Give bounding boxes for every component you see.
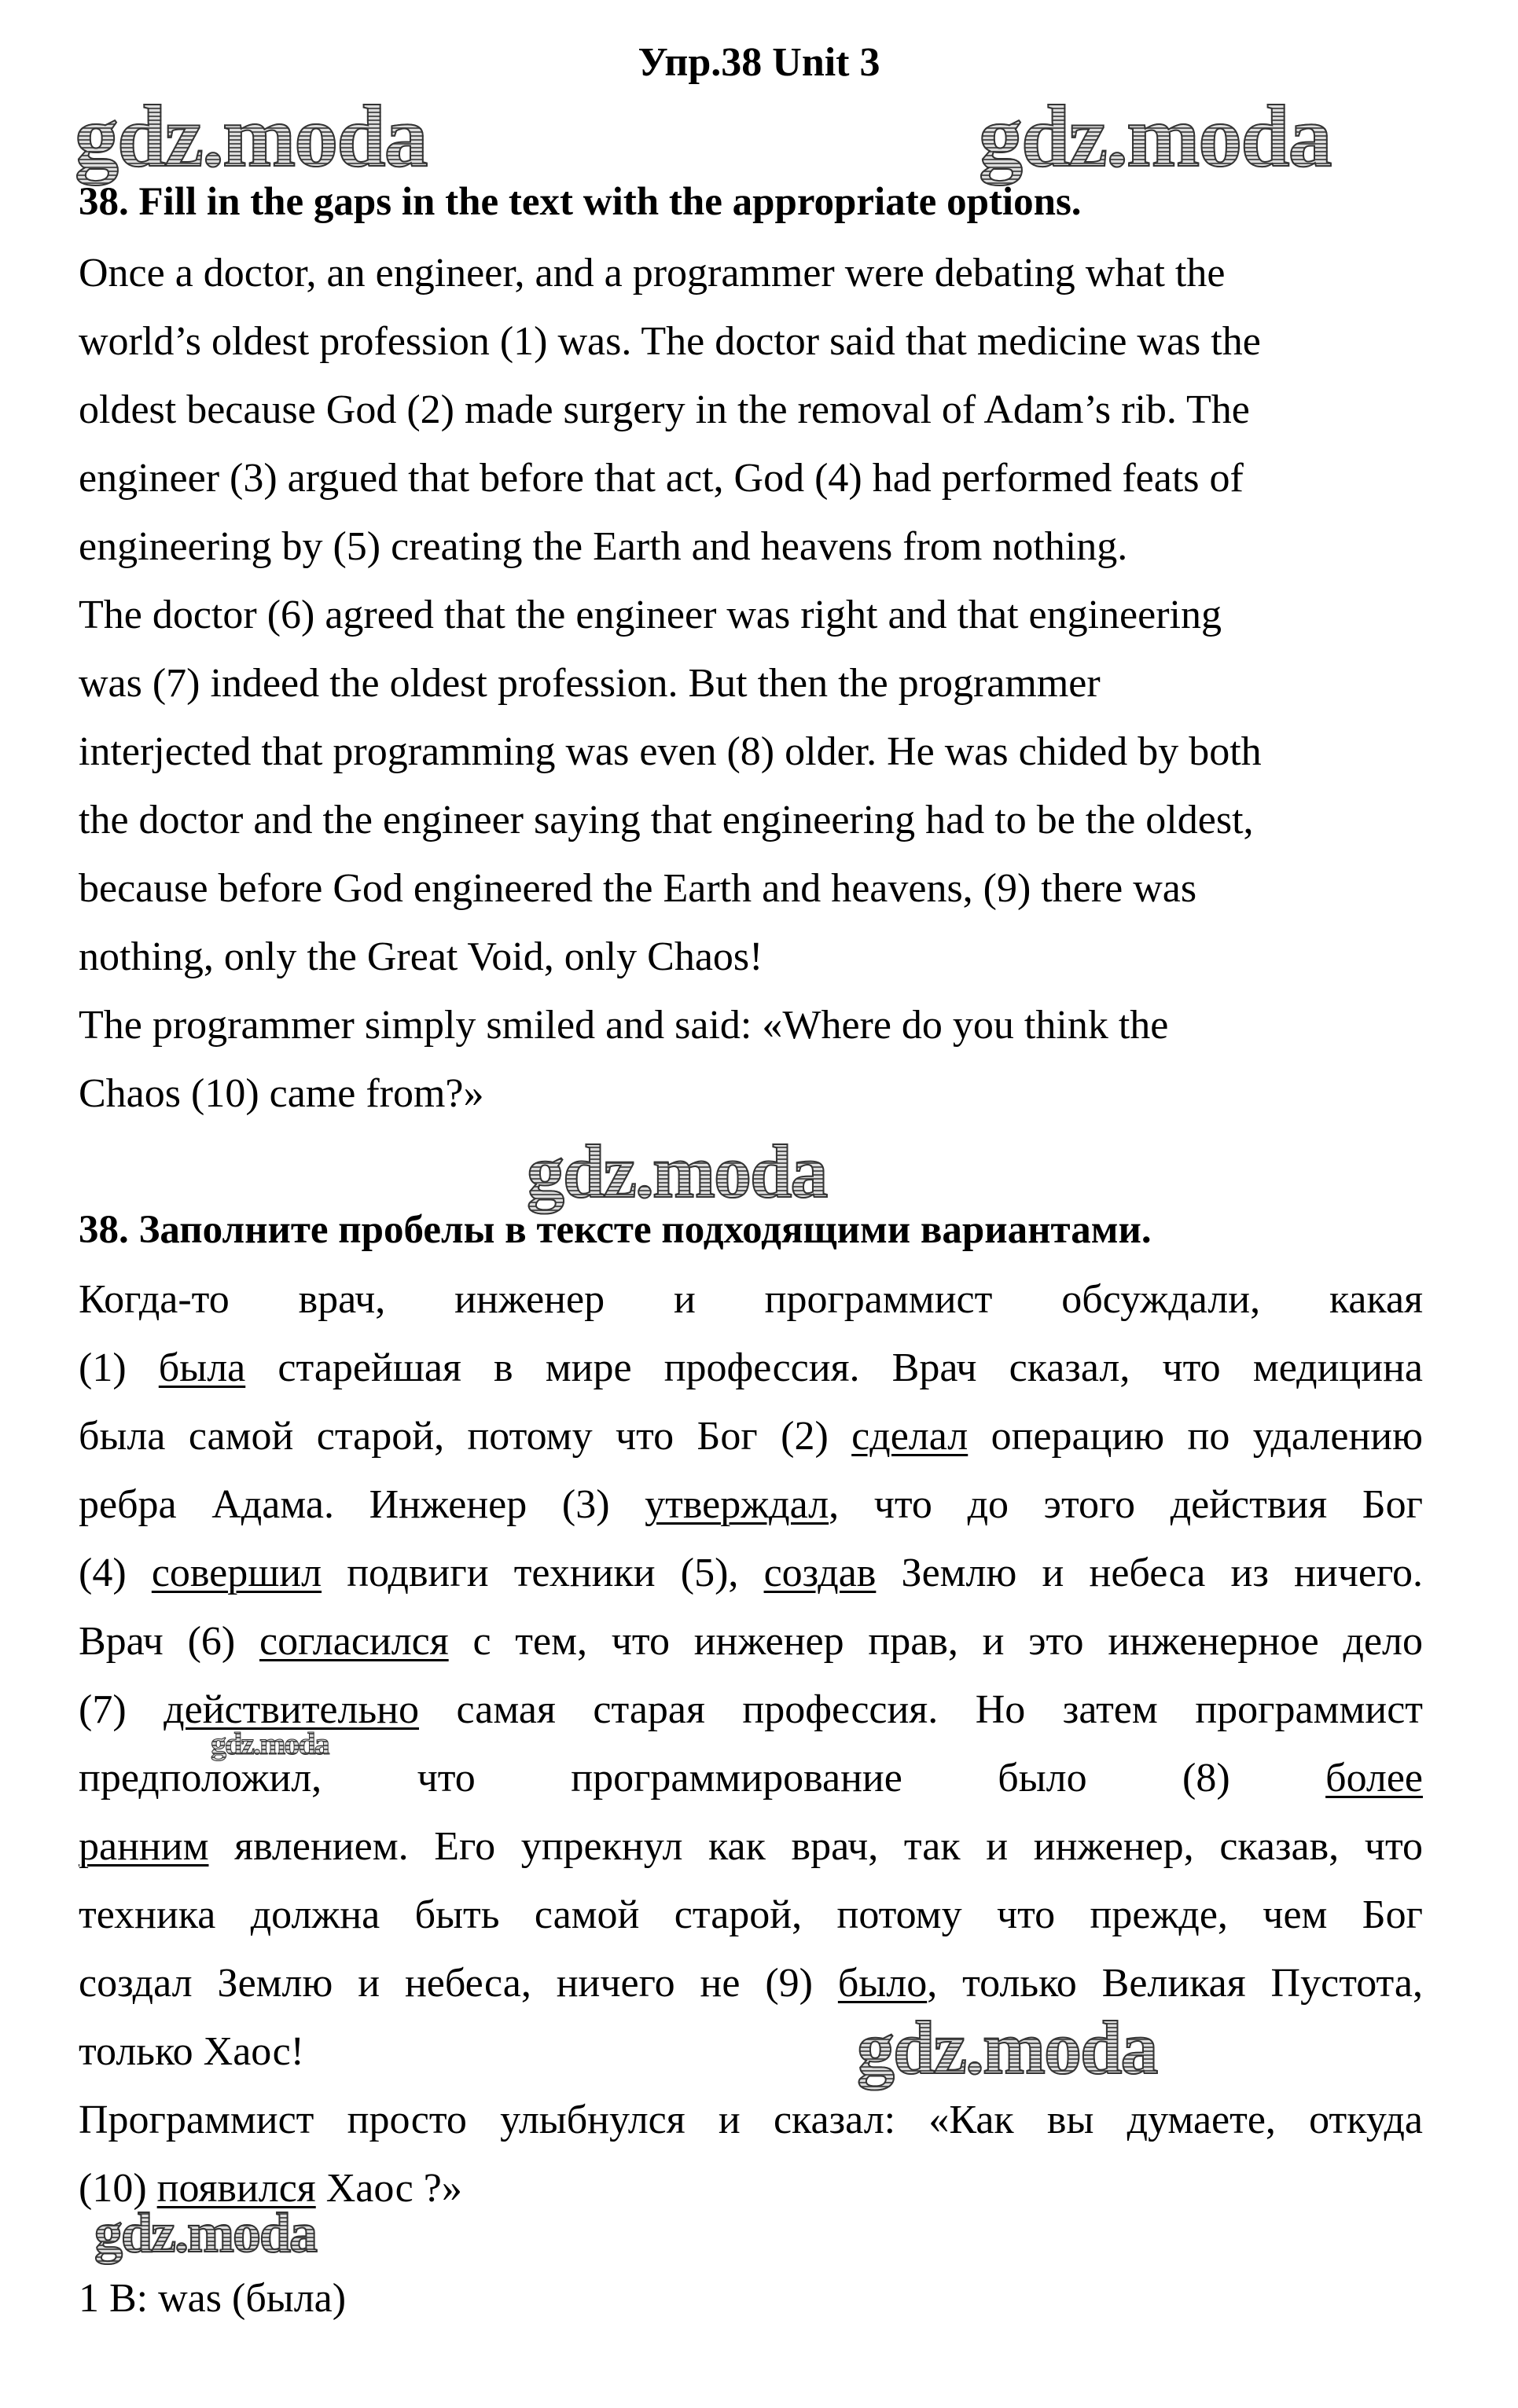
- text-segment: подвиги техники (5),: [322, 1551, 764, 1595]
- answer-word: сделал: [851, 1414, 969, 1459]
- answer-word: согласился: [259, 1619, 449, 1664]
- text-line: The doctor (6) agreed that the engineer was right and that engineering: [79, 593, 1222, 637]
- text-line: [79, 2165, 1423, 2212]
- page-title: Упр.38 Unit 3: [638, 40, 880, 85]
- text-segment: самая старая профессия. Но затем программист: [419, 1687, 1423, 1732]
- text-line: [79, 2097, 1423, 2144]
- text-segment: (10): [79, 2166, 157, 2211]
- answer: 1 B: was (была): [79, 2276, 347, 2321]
- text-segment: предположил, что программирование было (8): [79, 1756, 1326, 1800]
- text-segment: Землю и небеса из ничего.: [876, 1551, 1423, 1595]
- text-segment: ребра Адама. Инженер (3): [79, 1482, 645, 1527]
- text-line: engineering by (5) creating the Earth and heavens from nothing.: [79, 524, 1128, 569]
- text-segment: Когда-то врач, инженер и программист обсуждали, какая: [79, 1277, 1423, 1322]
- text-segment: , только Великая Пустота,: [927, 1961, 1423, 2006]
- answer-word: создав: [763, 1551, 877, 1595]
- russian-heading: 38. Заполните пробелы в тексте подходящими вариантами.: [79, 1208, 1152, 1252]
- watermark: gdz.moda: [857, 2006, 1157, 2090]
- text-segment: (1): [79, 1345, 159, 1390]
- text-segment: старейшая в мире профессия. Врач сказал, что медицина: [245, 1345, 1423, 1390]
- text-line: [79, 1892, 1423, 1939]
- text-line: nothing, only the Great Void, only Chaos!: [79, 934, 763, 979]
- text-segment: была самой старой, потому что Бог (2): [79, 1414, 852, 1459]
- answer-word: более: [1325, 1756, 1423, 1800]
- watermark: gdz.moda: [979, 86, 1331, 188]
- text-segment: операцию по удалению: [968, 1414, 1423, 1459]
- english-heading: 38. Fill in the gaps in the text with the appropriate options.: [79, 180, 1082, 224]
- text-line: Chaos (10) came from?»: [79, 1071, 484, 1116]
- text-segment: техника должна быть самой старой, потому что прежде, чем Бог: [79, 1892, 1423, 1937]
- text-line: world’s oldest profession (1) was. The doctor said that medicine was the: [79, 319, 1261, 364]
- text-line: [79, 1755, 1423, 1802]
- text-segment: только Хаос!: [79, 2029, 304, 2074]
- text-line: [79, 1618, 1423, 1665]
- answer-word: совершил: [151, 1551, 322, 1595]
- text-line: [79, 1481, 1423, 1529]
- answer-word: появился: [156, 2166, 316, 2211]
- answer-word: была: [158, 1345, 246, 1390]
- text-line: The programmer simply smiled and said: «Where do you think the: [79, 1003, 1169, 1048]
- answer-word: ранним: [79, 1824, 209, 1869]
- text-line: interjected that programming was even (8) older. He was chided by both: [79, 729, 1262, 774]
- answer-word: было: [837, 1961, 928, 2006]
- text-segment: Программист просто улыбнулся и сказал: «Как вы думаете, откуда: [79, 2098, 1423, 2142]
- answer-word: утверждал: [645, 1482, 829, 1527]
- answer-word: действительно: [164, 1687, 420, 1732]
- text-segment: с тем, что инженер прав, и это инженерное дело: [448, 1619, 1423, 1664]
- text-line: [79, 1823, 1423, 1870]
- text-line: oldest because God (2) made surgery in the removal of Adam’s rib. The: [79, 387, 1250, 432]
- watermark: gdz.moda: [211, 1726, 329, 1761]
- text-line: [79, 1345, 1423, 1392]
- text-line: was (7) indeed the oldest profession. But then the programmer: [79, 661, 1101, 706]
- text-line: the doctor and the engineer saying that engineering had to be the oldest,: [79, 798, 1254, 842]
- text-line: engineer (3) argued that before that act, God (4) had performed feats of: [79, 456, 1244, 501]
- text-line: Once a doctor, an engineer, and a programmer were debating what the: [79, 251, 1226, 295]
- text-segment: , что до этого действия Бог: [829, 1482, 1423, 1527]
- text-segment: Врач (6): [79, 1619, 260, 1664]
- text-line: [79, 1413, 1423, 1460]
- text-segment: явлением. Его упрекнул как врач, так и инженер, сказав, что: [208, 1824, 1423, 1869]
- text-segment: (7): [79, 1687, 164, 1732]
- text-segment: (4): [79, 1551, 152, 1595]
- text-line: because before God engineered the Earth and heavens, (9) there was: [79, 866, 1197, 911]
- text-line: [79, 2028, 1423, 2076]
- watermark: gdz.moda: [75, 86, 427, 188]
- text-line: [79, 1276, 1423, 1323]
- watermark: gdz.moda: [94, 2201, 317, 2264]
- text-segment: Хаос ?»: [315, 2166, 462, 2211]
- text-line: [79, 1960, 1423, 2007]
- text-line: [79, 1687, 1423, 1734]
- text-line: [79, 1550, 1423, 1597]
- text-segment: создал Землю и небеса, ничего не (9): [79, 1961, 838, 2006]
- watermark: gdz.moda: [527, 1129, 827, 1213]
